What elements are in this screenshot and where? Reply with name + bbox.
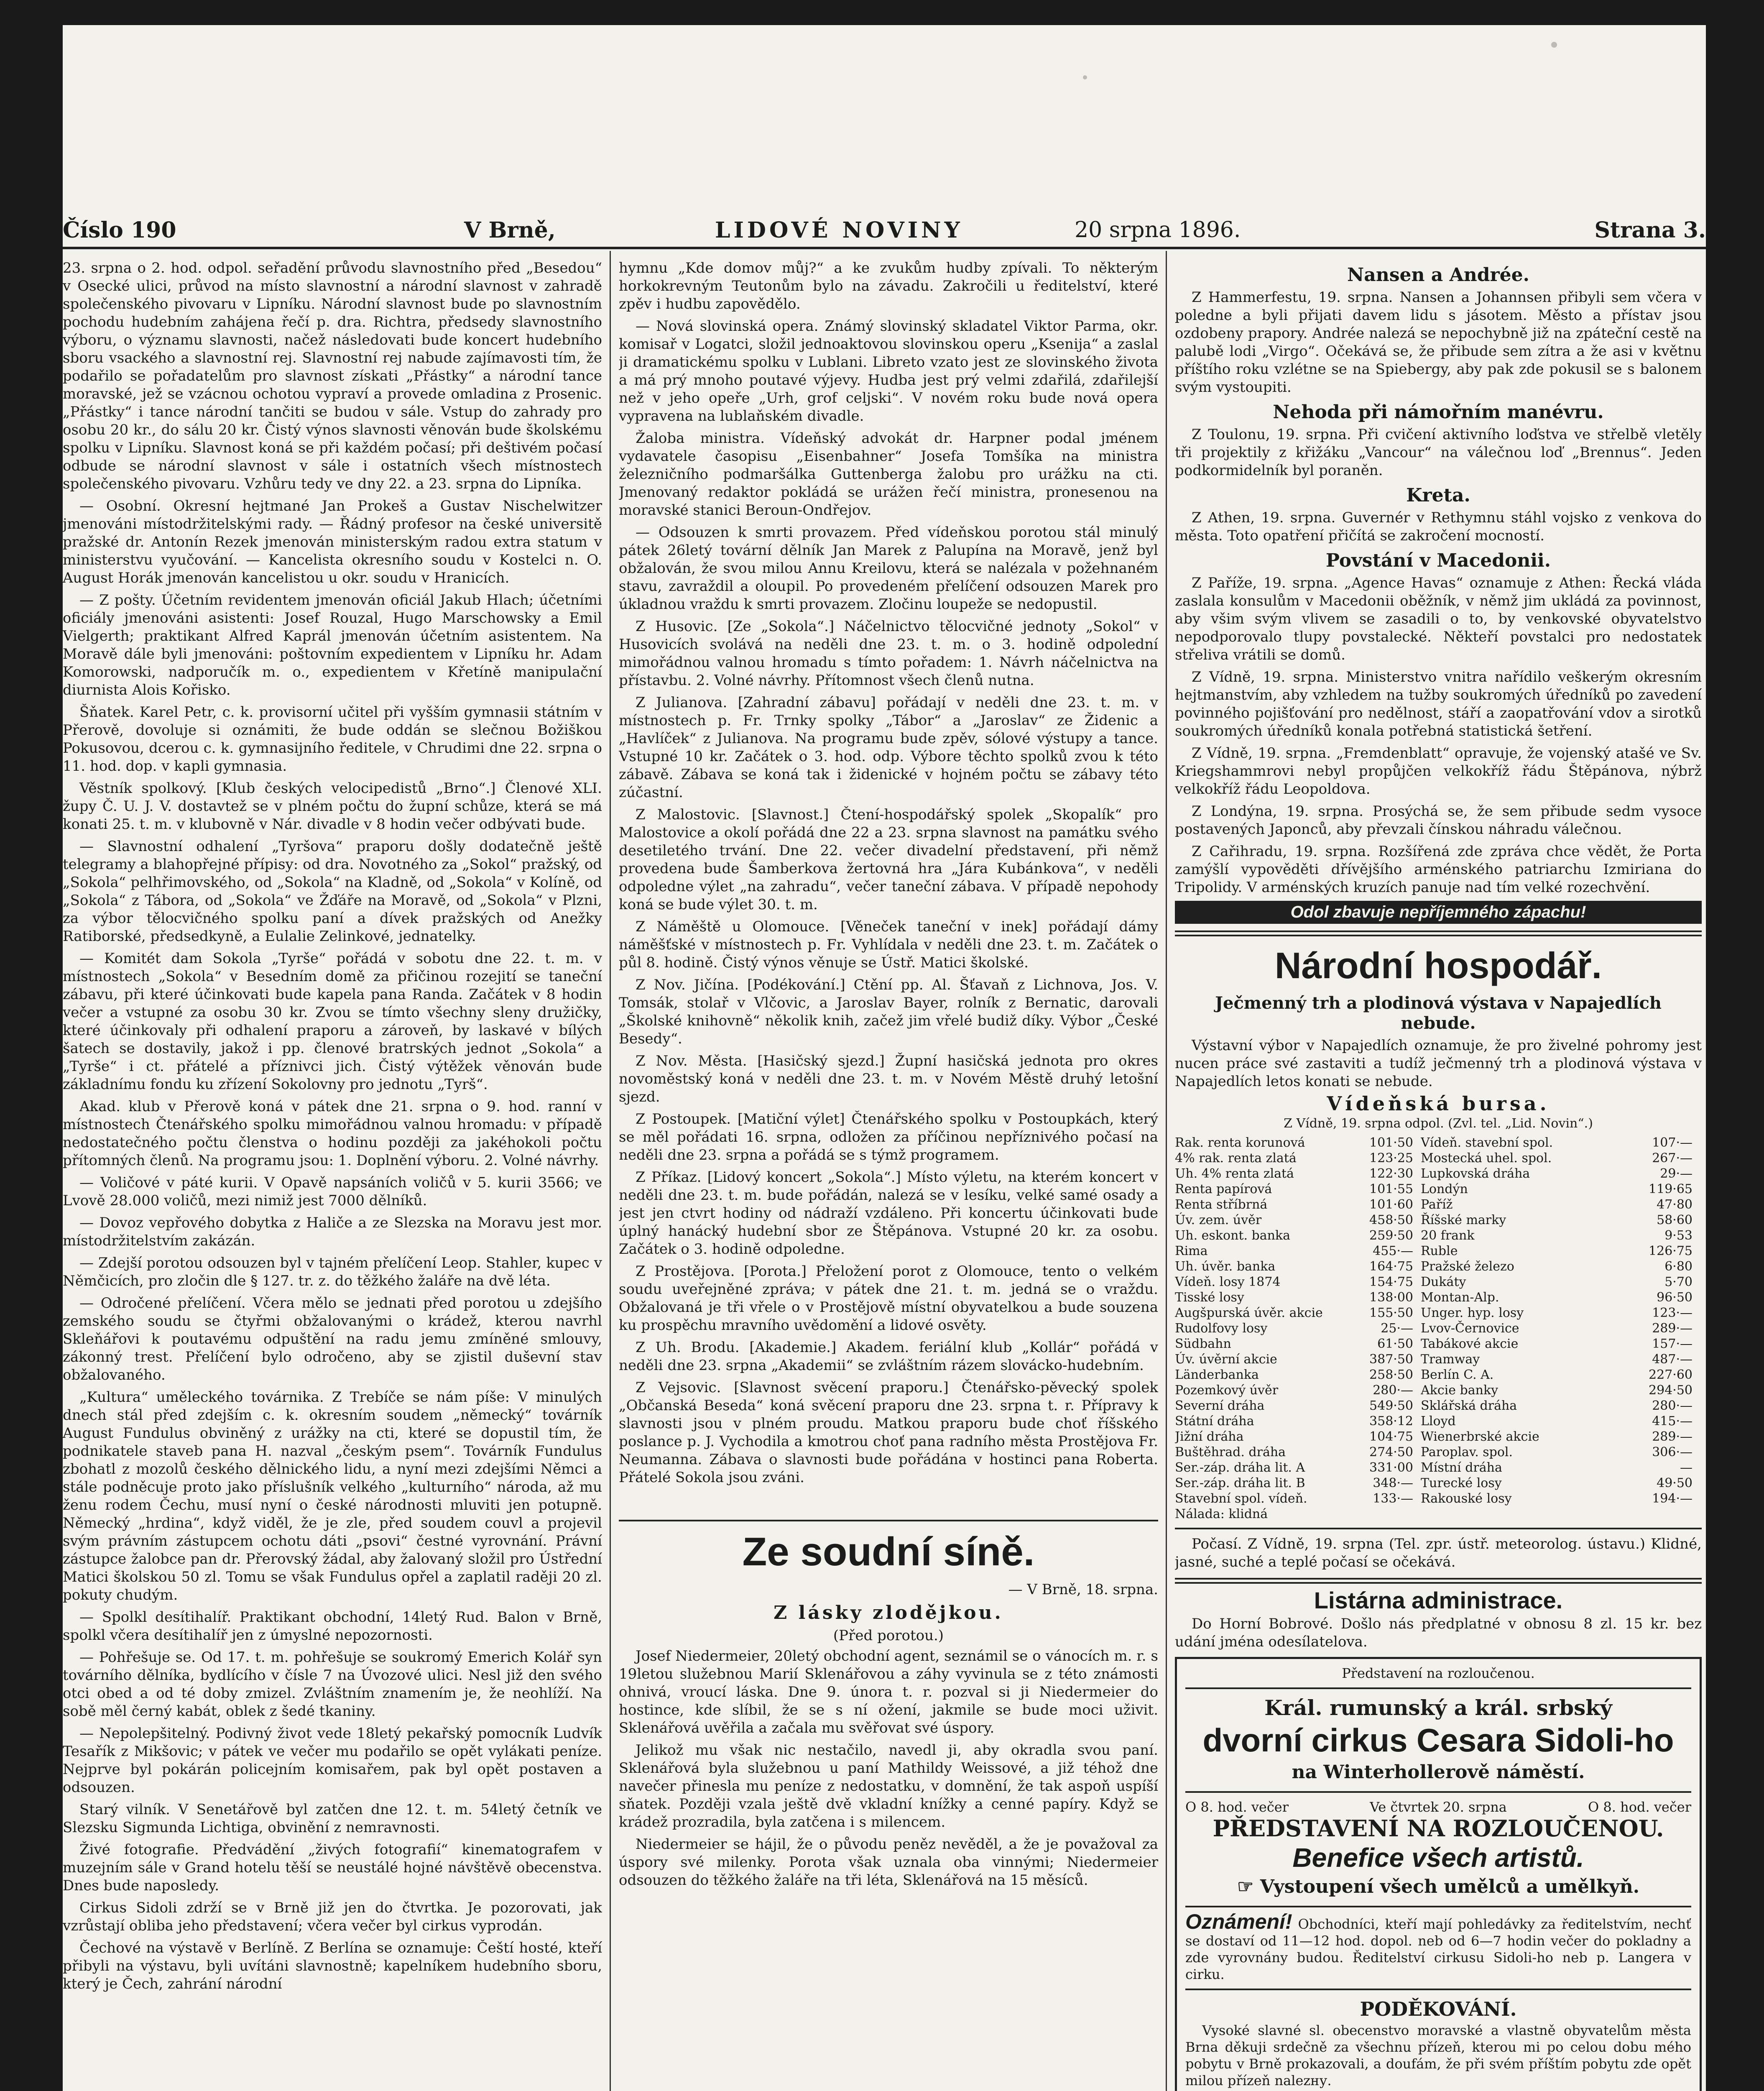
- bourse-item-name: Dukáty: [1421, 1275, 1466, 1289]
- article-paragraph: Starý vilník. V Senetářově byl zatčen dne 12. t. m. 54letý četník ve Slezsku Sigmunda Lichtiga, obvinění z nemravnosti.: [63, 1801, 602, 1836]
- article-paragraph: — Nová slovinská opera. Známý slovinský skladatel Viktor Parma, okr. komisař v Logatci, složil jednoaktovou slovinskou operu „Ksenija“ a zaslal ji dramatickému spolku v Lublani. Libreto vzato jest ze slovinského života a má prý mnoho poutavé výjevy. Hudba jest prý velmi zdařilá, zdařilejší než v jeho opeře „Urh, grof celjski“. V novém roku bude nová opera vypravena na lublaňském divadle.: [619, 318, 1158, 424]
- column-3: [1175, 259, 1702, 2091]
- bourse-item-value: 6·80: [1664, 1259, 1693, 1274]
- bourse-item-name: Vídeň. stavební spol.: [1421, 1135, 1553, 1150]
- bourse-item-value: 155·50: [1369, 1306, 1413, 1320]
- bourse-item-name: Severní dráha: [1175, 1398, 1265, 1413]
- bourse-item-value: 487·—: [1652, 1352, 1693, 1367]
- section-rule: [1175, 1578, 1702, 1584]
- article-paragraph: Živé fotografie. Předvádění „živých fotografií“ kinematografem v muzejním sále v Grand hotelu těší se neustálé hojné návštěvě obecenstva. Dnes bude naposledy.: [63, 1841, 602, 1894]
- bourse-item-name: Ser.-záp. dráha lit. B: [1175, 1476, 1305, 1490]
- article-paragraph: — Slavnostní odhalení „Tyršova“ praporu došly dodatečně ještě telegramy a blahopřejné přípisy: od dra. Novotného za „Sokol“ pražský, od „Sokola“ pelhřimovského, od „Sokola“ na Kladně, od „Sokola“ v Kolíně, od „Sokola“ z Tábora, od „Sokola“ ve Žďáře na Moravě, od „Sokola“ v Plzni, za výbor tělocvičného spolku paní a dívek pražských od Anežky Ratiborské, předsedkyně, a Eulalie Zelinkové, jednatelky.: [63, 838, 602, 945]
- bourse-item-name: Pražské železo: [1421, 1259, 1514, 1274]
- bourse-item-value: 289·—: [1652, 1321, 1693, 1336]
- bourse-item-value: 122·30: [1369, 1166, 1413, 1181]
- bourse-item-value: 306·—: [1652, 1445, 1693, 1460]
- news-text: Z Toulonu, 19. srpna. Při cvičení aktivního loďstva ve střelbě vletěly tři projektily z křižáku „Vancour“ na válečnou loď „Brennus“. Jeden podkormidelník byl poraněn.: [1175, 426, 1702, 479]
- article-paragraph: Z Nov. Jičína. [Podékování.] Ctění pp. Al. Šťavaň z Lichnova, Jos. V. Tomsák, stolař v Vlčovic, a Jaroslav Bayer, rolník z Bernatic, darovali „Školské knihovně“ několik knih, začež jim vřelé budiž díky. Výbor „České Besedy“.: [619, 976, 1158, 1047]
- pointing-hand-icon: ☞: [1237, 1876, 1260, 1897]
- section-rule: [619, 1520, 1158, 1521]
- article-paragraph: Niedermeier se hájil, že o původu peněz nevěděl, a že je považoval za úspory své milenky. Porota však uznala oba vinnými; Niedermeier odsouzen do těžkého žaláře na tři léta, Sklenářová na 15 měsíců.: [619, 1836, 1158, 1889]
- bourse-item-name: Tabákové akcie: [1421, 1337, 1519, 1351]
- bourse-item-value: 107·—: [1652, 1135, 1693, 1150]
- article-paragraph: — Osobní. Okresní hejtmané Jan Prokeš a Gustav Nischelwitzer jmenováni místodržitelskými rady. — Řádný profesor na české universitě pražské dr. Antonín Rezek jmenován ministerským radou extra statum v ministerstvu vyučování. — Kancelista okresního soudu v Kostelci n. O. August Horák jmenován kancelistou u okr. soudu v Hranicích.: [63, 498, 602, 586]
- article-paragraph: 23. srpna o 2. hod. odpol. seřadění průvodu slavnostního před „Besedou“ v Osecké ulici, průvod na místo slavnostní a národní slavnost v zahradě společenského pivovaru v Lipníku. Národní slavnost bude po slavnostním pochodu hudebním zahájena řečí p. dra. Richtra, předsedy slavnostního výboru, o významu slavnosti, načež následovati bude koncert hudebního sboru vsackého a slavnostní rej. Slavnostní rej nabude zajímavosti tím, že podařilo se pořadatelům pro slavnost získati „Přástky“ a národní tance moravské, jež se vzácnou ochotou vypraví a provede omladina z Prosenic. „Přástky“ i tance národní tančiti se budou v sále. Vstup do zahrady pro osobu 20 kr., do sálu 20 kr. Čistý výnos slavnosti věnován bude školskému spolku v Lipníku. Slavnost koná se při každém počasí; při deštivém počasí odbude se národní slavnost v sále i ostatních všech místnostech společenského pivovaru. Vzhůru tedy ve dny 22. a 23. srpna do Lipníka.: [63, 260, 602, 492]
- bourse-row: [1175, 1197, 1702, 1212]
- ad-top-line: Představení na rozloučenou.: [1342, 1665, 1535, 1681]
- bourse-item-name: Říšské marky: [1421, 1213, 1506, 1227]
- article-paragraph: — Odsouzen k smrti provazem. Před vídeňskou porotou stál minulý pátek 26letý tovární dělník Jan Marek z Palupína na Moravě, jenž byl obžalován, že svou milou Annu Kreilovu, která se nalézala v požehnaném stavu, zavraždil a oloupil. Po provedeném přelíčení odsouzen Marek pro úkladnou vraždu k smrti provazem. Zločinu loupeže se nedopustil.: [619, 524, 1158, 613]
- ad-thanks-title: PODĚKOVÁNÍ.: [1360, 1998, 1517, 2020]
- news-text: Z Cařihradu, 19. srpna. Rozšířená zde zpráva chce vědět, že Porta zamýšlí vypověděti dřívějšího arménského patriarchu Izmiriana do Tripolidy. V arménských kruzích panuje nad tím velké rozechvění.: [1175, 843, 1702, 896]
- article-paragraph: Z Prostějova. [Porota.] Přeložení porot z Olomouce, tento o velkém soudu uveřejněné zpráva; v pátek dne 21. t. m. jedná se o vraždu. Obžalovaná je tři vřele o v Prostějově místní obyvatelkou a bude souzena ku prospěchu mravního uvědomění a lidové osvěty.: [619, 1263, 1158, 1334]
- bourse-table: [1175, 1135, 1702, 1522]
- bourse-item-value: 348·—: [1373, 1476, 1413, 1490]
- article-paragraph: — Dovoz vepřového dobytka z Haliče a ze Slezska na Moravu jest mor. místodržitelstvím zakázán.: [63, 1214, 602, 1249]
- bourse-item-value: 123·—: [1652, 1306, 1693, 1320]
- article-paragraph: Z Vejsovic. [Slavnost svěcení praporu.] Čtenářsko-pěvecký spolek „Občanská Beseda“ koná svěcení praporu dne 23. srpna t. r. Přípravy k slavnosti jsou v plném proudu. Matkou praporu bude choť říšského poslance p. J. Vychodila a kmotrou choť pana radního města Prostějova Fr. Neumanna. Zábava o slavnosti bude pořádána v hostinci pana Roberta. Přátelé Sokola jsou zváni.: [619, 1379, 1158, 1486]
- bourse-item-value: 387·50: [1369, 1352, 1413, 1367]
- bourse-row: [1175, 1352, 1702, 1367]
- article-paragraph: Josef Niedermeier, 20letý obchodní agent, seznámil se o vánocích m. r. s 19letou služebnou Marií Sklenářovou a záhy vyvinula se z této známosti ohnivá, vroucí láska. Dne 9. února t. r. pozval si ji Niedermeier do hostince, kde slíbil, že se s ní ožení, jakmile se bude moci uživit. Sklenářová uvěřila a začala mu svěřovat své úspory.: [619, 1648, 1158, 1736]
- issue-date: 20 srpna 1896.: [1075, 217, 1241, 243]
- bourse-row: [1175, 1444, 1702, 1460]
- bourse-item-value: 274·50: [1369, 1445, 1413, 1460]
- column-rule: [610, 251, 611, 2091]
- article-paragraph: Z Julianova. [Zahradní zábavu] pořádají v neděli dne 23. t. m. v místnostech p. Fr. Trnky spolky „Tábor“ a „Jaroslav“ ze Židenic a „Havlíček“ z Julianova. Na programu bude zpěv, sólové výstupy a tance. Vstupné 10 kr. Začátek o 3. hod. odp. Výbore těchto spolků zvou k této zábavě. Zábava se koná tak i židenické v hojném počtu se zábavy této zúčastní.: [619, 694, 1158, 801]
- article-paragraph: hymnu „Kde domov můj?“ a ke zvukům hudby zpívali. To některým horkokrevným Teutonům bylo na závadu. Zakročili u ředitelství, které zpěv i hudbu zapovědělo.: [619, 260, 1158, 312]
- ad-performers-text: Vystoupení všech umělců a umělkyň.: [1260, 1876, 1640, 1897]
- bourse-row: [1175, 1150, 1702, 1166]
- bourse-item-value: 58·60: [1657, 1213, 1693, 1227]
- bourse-item-value: 294·50: [1649, 1383, 1693, 1398]
- ad-time-mid: Ve čtvrtek 20. srpna: [1370, 1799, 1507, 1815]
- article-paragraph: Z Nov. Města. [Hasičský sjezd.] Župní hasičská jednota pro okres novoměstský koná v neděli dne 23. t. m. v Novém Městě druhý letošní sjezd.: [619, 1053, 1158, 1105]
- ad-time-left: O 8. hod. večer: [1185, 1799, 1289, 1815]
- bourse-item-value: 5·70: [1664, 1275, 1693, 1289]
- bourse-item-value: 157·—: [1652, 1337, 1693, 1351]
- bourse-item-name: Paříž: [1421, 1197, 1453, 1212]
- paper-spot: [1083, 75, 1087, 79]
- article-paragraph: Z Náměště u Olomouce. [Věneček taneční v inek] pořádají dámy náměšťské v místnostech p. Fr. Vyhlídala v neděli dne 23. t. m. Začátek o půl 8. hodině. Čistý výnos věnuje se Ústř. Matici školské.: [619, 918, 1158, 971]
- bourse-row: [1175, 1429, 1702, 1444]
- newspaper-name: LIDOVÉ NOVINY: [715, 217, 963, 243]
- news-text: Z Paříže, 19. srpna. „Agence Havas“ oznamuje z Athen: Řecká vláda zaslala konsulům v Macedonii oběžník, v němž jim ukládá za povinnost, aby všim svým vlivem se zasadili o to, by venkovské obyvatelstvo nepodporovalo tlupy povstalecké. Někteří povstalci pro nedostatek střeliva vrátili se domů.: [1175, 575, 1702, 663]
- bourse-item-name: Montan-Alp.: [1421, 1290, 1499, 1305]
- news-text: Z Vídně, 19. srpna. „Fremdenblatt“ opravuje, že vojenský atašé ve Sv. Kriegshammrovi nebyl propůjčen velkokříž řádu Štěpánova, nýbrž velkokříž řádu Leopoldova.: [1175, 745, 1702, 798]
- bourse-item-value: 280·—: [1652, 1398, 1693, 1413]
- bourse-item-value: 458·50: [1369, 1213, 1413, 1227]
- article-paragraph: Jelikož mu však nic nestačilo, navedl ji, aby okradla svou paní. Sklenářová byla služebnou u paní Mathildy Weissové, a již téhož dne navečer přinesla mu peníze z nedostatku, v domnění, že tak aspoň uspíší sňatek. Později vzala ještě dvě vkladní knížky a cenné papíry. Když se krádež prozradila, byla zatčena i s milencem.: [619, 1742, 1158, 1830]
- issue-number: Číslo 190: [63, 217, 176, 243]
- section-heading-court: Ze soudní síně.: [742, 1529, 1035, 1574]
- bourse-row: [1175, 1305, 1702, 1321]
- bourse-item-name: Rakouské losy: [1421, 1491, 1512, 1506]
- bourse-item-value: 259·50: [1369, 1228, 1413, 1243]
- bourse-item-name: Sklářská dráha: [1421, 1398, 1517, 1413]
- article-paragraph: Z Malostovic. [Slavnost.] Čtení-hospodářský spolek „Skopalík“ pro Malostovice a okolí pořádá dne 22 a 23. srpna slavnost na památku svého desetiletého trvání. Dne 22. večer divadelní představení, při němž provedena bude Šamberkova žertovná hra „Jára Kubánkova“, v neděli odpoledne výlet „na zahradu“, večer taneční zábava. V případě nepohody koná se bude výlet 30. t. m.: [619, 806, 1158, 913]
- bourse-item-value: 455·—: [1373, 1244, 1413, 1258]
- bourse-item-name: Länderbanka: [1175, 1368, 1259, 1382]
- bourse-item-name: Tisské losy: [1175, 1290, 1244, 1305]
- bourse-item-value: [1338, 1506, 1421, 1522]
- bourse-item-value: 549·50: [1369, 1398, 1413, 1413]
- ad-notice-text: Obchodníci, kteří mají pohledávky za ředitelstvím, nechť se dostaví od 11—12 hod. dopol. neb od 6—7 hodin večer do pokladny a zde vyrovnány budou. Ředitelství cirkusu Sidoli-ho neb p. Langera v cirku.: [1185, 1916, 1692, 1982]
- bourse-item-value: 133·—: [1373, 1491, 1413, 1506]
- news-title: Nansen a Andrée.: [1347, 264, 1529, 286]
- bourse-item-value: 29·—: [1660, 1166, 1693, 1181]
- weather-report: Počasí. Z Vídně, 19. srpna (Tel. zpr. ústř. meteorolog. ústavu.) Klidné, jasné, suché a teplé počasí se očekává.: [1175, 1536, 1702, 1570]
- ad-time-right: O 8. hod. večer: [1588, 1799, 1691, 1815]
- column-rule: [1166, 251, 1167, 2091]
- news-text: Z Vídně, 19. srpna. Ministerstvo vnitra nařídilo veškerým okresním hejtmanstvím, aby vzhledem na tužby soukromých úředníků po zavedení povinného pojišťování pro nedělnost, stáří a zaopatřování vdov a sirotků soukromých úředníků konala potřebná statistická šetření.: [1175, 669, 1702, 739]
- article-paragraph: Věstník spolkový. [Klub českých velocipedistů „Brno“.] Členové XLI. župy Č. U. J. V. dostavtež se v plném počtu do župní schůze, která se má konati 25. t. m. v klubovně v Nár. divadle v 8 hodin večer odbývati bude.: [63, 780, 602, 833]
- bourse-row: [1175, 1336, 1702, 1352]
- bourse-item-name: Lloyd: [1421, 1414, 1456, 1429]
- bourse-item-name: Renta papírová: [1175, 1182, 1272, 1196]
- bourse-row: [1175, 1290, 1702, 1305]
- ad-circus-name: dvorní cirkus Cesara Sidoli-ho: [1202, 1722, 1674, 1759]
- bourse-row: [1175, 1135, 1702, 1150]
- paper-spot: [1551, 42, 1557, 48]
- bourse-row: [1175, 1228, 1702, 1243]
- bourse-item-value: 49·50: [1657, 1476, 1693, 1490]
- bourse-item-value: 289·—: [1652, 1429, 1693, 1444]
- ad-performers: [1185, 1874, 1691, 1900]
- bourse-item-value: 9·53: [1664, 1228, 1693, 1243]
- bourse-row: [1175, 1212, 1702, 1228]
- newspaper-page: [63, 25, 1706, 2091]
- bourse-item-name: Mostecká uhel. spol.: [1421, 1151, 1552, 1166]
- ad-benefice: Benefice všech artistů.: [1292, 1843, 1584, 1873]
- bourse-item-value: 101·60: [1369, 1197, 1413, 1212]
- bourse-row: [1175, 1166, 1702, 1181]
- bourse-row: [1175, 1181, 1702, 1197]
- bourse-item-name: Státní dráha: [1175, 1414, 1254, 1429]
- bourse-item-value: 280·—: [1373, 1383, 1413, 1398]
- article-paragraph: — Spolkl desítihalíř. Praktikant obchodní, 14letý Rud. Balon v Brně, spolkl včera desítihalíř jen z úmyslné nepozornosti.: [63, 1609, 602, 1644]
- bourse-item-value: 138·00: [1369, 1290, 1413, 1305]
- ad-thanks-text: Vysoké slavné sl. obecenstvo moravské a vlastně obyvatelům města Brna děkuji srdečně za všechnu přízeň, kterou mi po celou dobu mého pobytu v Brně prokazovali, a doufám, že při svém příštím pobytu zde opět milou přízeň nalezну.: [1185, 2022, 1691, 2088]
- bourse-row: [1175, 1259, 1702, 1274]
- news-title: Povstání v Macedonii.: [1325, 550, 1551, 571]
- bourse-item-value: 227·60: [1649, 1368, 1693, 1382]
- page-number: Strana 3.: [1594, 217, 1706, 243]
- article-paragraph: Šňatek. Karel Petr, c. k. provisorní učitel při vyšším gymnasii státním v Přerově, dovoluje si oznámiti, že bude oddán se slečnou Božiškou Pokusovou, dcerou c. k. gymnasijního ředitele, v Chrudimi dne 22. srpna o 11. hod. dop. v kapli gymnasia.: [63, 704, 602, 775]
- bourse-item-name: Augšpurská úvěr. akcie: [1175, 1306, 1323, 1320]
- article-paragraph: Z Uh. Brodu. [Akademie.] Akadem. feriální klub „Kollár“ pořádá v neděli dne 23. srpna „Akademii“ se zvláštním rázem slovácko-hudebním.: [619, 1339, 1158, 1374]
- bourse-item-name: Jižní dráha: [1175, 1429, 1244, 1444]
- bourse-item-value: 47·80: [1657, 1197, 1693, 1212]
- bourse-item-name: Lvov-Černovice: [1421, 1321, 1519, 1336]
- news-title: Kreta.: [1406, 485, 1470, 506]
- ad-line-king: Král. rumunský a král. srbský: [1264, 1695, 1612, 1720]
- bourse-item-value: 61·50: [1377, 1337, 1413, 1351]
- bourse-item-name: Paroplav. spol.: [1421, 1445, 1513, 1460]
- bourse-row: [1175, 1383, 1702, 1398]
- article-paragraph: — Nepolepšitelný. Podivný život vede 18letý pekařský pomocník Ludvík Tesařík z Mikšovic; v pátek ve večer mu podařilo se opět vylákati peníze. Nejprve byl pokárán policejním komisařem, pak byl opět postaven a odsouzen.: [63, 1725, 602, 1796]
- bourse-item-name: Ruble: [1421, 1244, 1458, 1258]
- bourse-item-value: 331·00: [1369, 1460, 1413, 1475]
- bourse-item-name: Úv. úvěrní akcie: [1175, 1352, 1277, 1367]
- bourse-item-value: 101·50: [1369, 1135, 1413, 1150]
- listarna-title: Listárna administrace.: [1314, 1587, 1563, 1613]
- bourse-item-value: 154·75: [1369, 1275, 1413, 1289]
- bourse-item-name: Rima: [1175, 1244, 1208, 1258]
- bourse-item-name: Úv. zem. úvěr: [1175, 1213, 1262, 1227]
- article-paragraph: — Pohřešuje se. Od 17. t. m. pohřešuje se soukromý Emerich Kolář syn továrního dělníka, bydlícího v čísle 7 na Úvozové ulici. Nesl již den svého otci obed a od té doby zmizel. Zvláštním znamením je, že neohlíží. Na sobě měl černý kabát, oblek z šedé tkaniny.: [63, 1649, 602, 1720]
- bourse-item-name: Uh. 4% renta zlatá: [1175, 1166, 1294, 1181]
- bourse-item-name: Vídeň. losy 1874: [1175, 1275, 1281, 1289]
- bourse-row: [1175, 1414, 1702, 1429]
- bourse-item-name: Renta stříbrná: [1175, 1197, 1268, 1212]
- local-news-block: [619, 259, 1158, 1514]
- bourse-item-name: 4% rak. renta zlatá: [1175, 1151, 1297, 1166]
- article-paragraph: — Zdejší porotou odsouzen byl v tajném přelíčení Leop. Stahler, kupec v Němčicích, pro zločin dle § 127. tr. z. do těžkého žaláře na dvě léta.: [63, 1255, 602, 1289]
- bourse-item-value: 267·—: [1652, 1151, 1693, 1166]
- news-text: Z Athen, 19. srpna. Guvernér v Rethymnu stáhl vojsko z venkova do města. Toto opatření přičítá se zakročení mocností.: [1175, 509, 1702, 544]
- bourse-item-name: Rudolfovy losy: [1175, 1321, 1268, 1336]
- bourse-row: [1175, 1491, 1702, 1506]
- bourse-item-name: Ser.-záp. dráha lit. A: [1175, 1460, 1305, 1475]
- bourse-item-name: Uh. eskont. banka: [1175, 1228, 1290, 1243]
- article-paragraph: — Z pošty. Účetním revidentem jmenován oficiál Jakub Hlach; účetními oficiály jmenováni asistenti: Josef Rouzal, Hugo Marschowsky a Emil Vielgerth; praktikant Alfred Kaprál jmenován účetním asistentem. Na Moravě dále byli jmenováni: poštovním expedientem v Lipníku hr. Adam Komorowski, nadporučík m. o., expedientem v Křetíně manipulační diurnista Alois Kořisko.: [63, 592, 602, 698]
- bourse-subtitle: Z Vídně, 19. srpna odpol. (Zvl. tel. „Lid. Novin“.): [1284, 1116, 1593, 1131]
- bourse-item-value: 96·50: [1657, 1290, 1693, 1305]
- bourse-row: [1175, 1367, 1702, 1383]
- article-paragraph: — Komitét dam Sokola „Tyrše“ pořádá v sobotu dne 22. t. m. v místnostech „Sokola“ v Besedním domě za přičinou rozejití se taneční zábavu, při které účinkovati bude kapela pana Randa. Začátek v 8 hodin večer a vstupné za osobu 30 kr. Zvou se tímto všechny sleny družičky, které účinkovaly při odhalení praporu a zároveň, by laskavé v bílých šatech se dostavily, jakož i pp. členové bratrských jednot „Sokola“ a „Tyrše“ i ct. přátelé a příznivci jich. Čistý výtěžek věnován bude základnímu fondu ku zřízení Sokolovny pro jednotu „Tyrš“.: [63, 950, 602, 1093]
- bourse-item-name: Tramway: [1421, 1352, 1480, 1367]
- bourse-item-name: Unger. hyp. losy: [1421, 1306, 1524, 1320]
- court-article-body: [619, 1647, 1158, 2091]
- bourse-item-name: Stavební spol. vídeň.: [1175, 1491, 1307, 1506]
- bourse-item-name: Pozemkový úvěr: [1175, 1383, 1279, 1398]
- bourse-row: [1175, 1506, 1702, 1522]
- bourse-item-name: Rak. renta korunová: [1175, 1135, 1305, 1150]
- ad-rule: [1185, 1791, 1691, 1793]
- court-article-title: Z lásky zlodějkou.: [774, 1602, 1003, 1623]
- bourse-row: [1175, 1243, 1702, 1259]
- bourse-row: [1175, 1274, 1702, 1290]
- bourse-item-value: 415·—: [1652, 1414, 1693, 1429]
- ad-notice: [1185, 1910, 1692, 1983]
- bourse-row: [1175, 1475, 1702, 1491]
- bourse-item-value: 194·—: [1652, 1491, 1693, 1506]
- bourse-item-name: Buštěhrad. dráha: [1175, 1445, 1286, 1460]
- circus-advertisement: [1175, 1657, 1702, 2091]
- bourse-item-value: 358·12: [1369, 1414, 1413, 1429]
- bourse-item-value: 258·50: [1369, 1368, 1413, 1382]
- bourse-item-name: Turecké losy: [1421, 1476, 1502, 1490]
- bourse-item-name: Náladа: klidná: [1175, 1507, 1268, 1521]
- economy-subtitle: Ječmenný trh a plodinová výstava v Napajedlích nebude.: [1215, 993, 1662, 1033]
- ad-rule: [1185, 1687, 1691, 1689]
- ad-farewell: PŘEDSTAVENÍ NA ROZLOUČENOU.: [1213, 1815, 1664, 1842]
- bourse-item-value: 123·25: [1369, 1151, 1413, 1166]
- page-header: [63, 209, 1706, 249]
- article-paragraph: Z Příkaz. [Lidový koncert „Sokola“.] Místo výletu, na kterém koncert v neděli dne 23. t. m. bude pořádán, nalezá se v lesíku, velké samé osady a jest jen ctvrt hodiny od nádraží vzdáleno. Při koncertu účinkovati bude úplný hanácký hudební sbor ze Štěpánova. Vstupné 20 kr. za osobu. Začátek o 3. hodině odpoledne.: [619, 1169, 1158, 1258]
- bourse-item-value: —: [1680, 1460, 1693, 1475]
- article-paragraph: — Odročené přelíčení. Včera mělo se jednati před porotou u zdejšího zemského soudu se čtyřmi obžalovanými o krádež, kterou navrhl Skleňářovi k poutavému odpuštění na radu jemu zmíněné smlouvy, zákonný trest. Přelíčení bylo odročeno, aby se zjistil duševní stav obžalovaného.: [63, 1295, 602, 1383]
- section-rule: [1175, 930, 1702, 936]
- section-rule: [1175, 1528, 1702, 1529]
- article-paragraph: „Kultura“ uměleckého továrnika. Z Trebíče se nám píše: V minulých dnech stál před zdejším c. k. okresním soudem „německý“ továrník August Fundulus obviněný z urážky na cti, které se dopustil tím, že podnikatele staveb pana H. nazval „českým psem“. Továrník Fundulus zbohatl z mozolů českého dělnického lidu, a nyní mezi zdejšími Němci a stále podněcuje proto jako příslušník velkého „kulturního“ národa, až mu ženu rodem Čechu, musí nyní o české národnosti mluviti jen potupně. Německý „hrdina“, když viděl, že je zle, před soudem couvl a projevil svým právním zástupcem ochotu dáti „psovi“ čestné vyrovnání. Právní zástupce žalobce pan dr. Přerovský žádal, aby žalovaný složil pro Ústřední Matici školskou 50 zl. Tomu se však Fundulus opřel a zaplatil raději 20 zl. pokuty chudým.: [63, 1389, 602, 1603]
- ad-notice-label: Oznámení!: [1185, 1910, 1292, 1933]
- bourse-item-value: [1617, 1506, 1693, 1522]
- bourse-item-value: 126·75: [1649, 1244, 1693, 1258]
- column-2: [619, 259, 1158, 2091]
- news-title: Nehoda při námořním manévru.: [1273, 401, 1604, 423]
- article-paragraph: — Voličové v páté kurii. V Opavě napsáních voličů v 5. kurii 3566; ve Lvově 28.000 voličů, mezi nimiž jest 7000 dělníků.: [63, 1174, 602, 1209]
- bourse-item-name: Londýn: [1421, 1182, 1468, 1196]
- ad-time-row: [1185, 1799, 1691, 1815]
- bourse-item-name: Uh. úvěr. banka: [1175, 1259, 1276, 1274]
- ad-location: na Winterhollerově náměstí.: [1292, 1761, 1585, 1783]
- bourse-item-value: 25·—: [1381, 1321, 1413, 1336]
- bourse-item-name: Akcie banky: [1421, 1383, 1499, 1398]
- bourse-item-name: Místní dráha: [1421, 1460, 1502, 1475]
- article-paragraph: Z Husovic. [Ze „Sokola“.] Náčelnictvo tělocvičné jednoty „Sokol“ v Husovicích svolává na neděli dne 23. t. m. o 3. hodině odpolední mimořádnou valnou hromadu s tímto pořadem: 1. Návrh náčelnictva na přístavbu. 2. Volné návrhy. Přítomnost všech členů nutna.: [619, 618, 1158, 689]
- bourse-row: [1175, 1460, 1702, 1475]
- section-heading-economy: Národní hospodář.: [1274, 945, 1602, 986]
- article-paragraph: Akad. klub v Přerově koná v pátek dne 21. srpna o 9. hod. ranní v místnostech Čtenářského spolku mimořádnou valnou hromadu: v případě nedostatečného počtu členstva o hodinu později za jakéhokoli počtu přítomných členů. Na programu jsou: 1. Doplnění výboru. 2. Volné návrhy.: [63, 1098, 602, 1169]
- city: V Brně,: [464, 217, 556, 243]
- article-paragraph: Čechové na výstavě v Berlíně. Z Berlína se oznamuje: Čeští hosté, kteří přibyli na výstavu, byli uvítáni slavnostně; kapelníkem hudebního sboru, který je Čech, zahrání národní: [63, 1940, 602, 1992]
- court-article-note: (Před porotou.): [833, 1627, 944, 1644]
- bourse-item-name: 20 frank: [1421, 1228, 1475, 1243]
- article-paragraph: Cirkus Sidoli zdrží se v Brně již jen do čtvrtka. Je pozorovati, jak vzrůstají obliba jeho představení; včera večer byl cirkus vyprodán.: [63, 1899, 602, 1934]
- odol-banner: Odol zbavuje nepříjemného zápachu!: [1175, 901, 1702, 924]
- bourse-row: [1175, 1321, 1702, 1336]
- ad-rule: [1185, 1989, 1691, 1990]
- article-paragraph: Z Postoupek. [Matiční výlet] Čtenářského spolku v Postoupkách, který se měl pořádati 16. srpna, odložen za příčinou nepříznivého počasí na neděli dne 23. srpna a pořádá se s týmž programem.: [619, 1111, 1158, 1163]
- listarna-text: Do Horní Bobrové. Došlo nás předplatné v obnosu 8 zl. 15 kr. bez udání jména odesílatelova.: [1175, 1616, 1702, 1650]
- bourse-row: [1175, 1398, 1702, 1414]
- column-1: [63, 259, 602, 2091]
- bourse-item-value: 104·75: [1369, 1429, 1413, 1444]
- court-dateline: — V Brně, 18. srpna.: [1008, 1581, 1158, 1598]
- bourse-item-value: 119·65: [1649, 1182, 1693, 1196]
- bourse-item-value: 164·75: [1369, 1259, 1413, 1274]
- bourse-item-name: Berlín C. A.: [1421, 1368, 1494, 1382]
- ad-rule: [1185, 1906, 1691, 1907]
- news-text: Z Hammerfestu, 19. srpna. Nansen a Johannsen přibyli sem včera v poledne a byli přijati davem lidu s jásotem. Město a přístav jsou ozdobeny prapory. Andrée nalezá se nepochybně již na zpáteční cestě na palubě lodi „Virgo“. Očekává se, že přibude sem zítra a že asi v květnu příštího roku vzlétne se na Spiebergy, aby pak zde pokusil se s balonem svým vystoupiti.: [1175, 289, 1702, 396]
- news-text: Z Londýna, 19. srpna. Prosýchá se, že sem přibude sedm vysoce postavených Japonců, aby převzali čínskou náhradu válečnou.: [1175, 803, 1702, 838]
- bourse-item-name: Wienerbrské akcie: [1421, 1429, 1539, 1444]
- bourse-item-name: Südbahn: [1175, 1337, 1231, 1351]
- article-paragraph: Žaloba ministra. Vídeňský advokát dr. Harpner podal jménem vydavatele časopisu „Eisenbahner“ Josefa Tomšíka na ministra železničního podmaršálka Guttenberga žalobu pro urážku na cti. Jmenovaný redaktor pokládá se urážen řečí ministra, pronesenou na moravské stanici Beroun-Ondřejov.: [619, 430, 1158, 519]
- bourse-title: Vídeňská bursa.: [1327, 1092, 1550, 1115]
- bourse-item-name: Lupkovská dráha: [1421, 1166, 1530, 1181]
- bourse-item-value: 101·55: [1369, 1182, 1413, 1196]
- bourse-item-name: [1421, 1506, 1617, 1522]
- economy-text: Výstavní výbor v Napajedlích oznamuje, že pro živelné pohromy jest nucen práce své zastaviti a tudíž ječmenný trh a plodinová výstava v Napajedlích letos konati se nebude.: [1175, 1037, 1702, 1090]
